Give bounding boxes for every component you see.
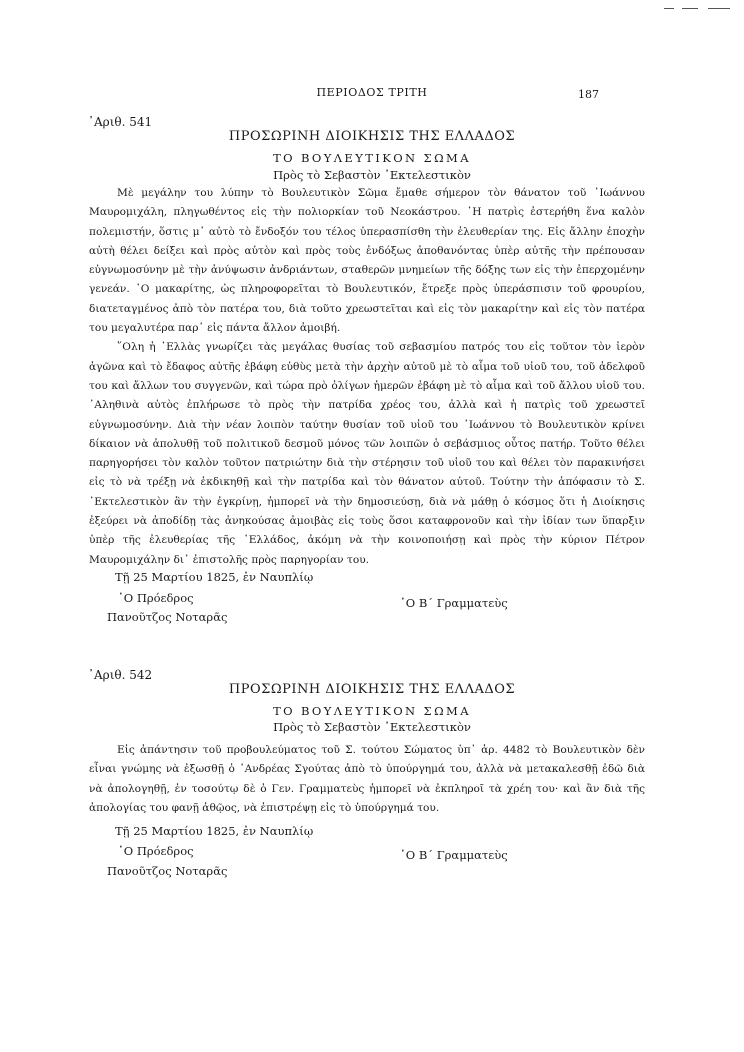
document-subheading: ΤΟ ΒΟΥΛΕΥΤΙΚΟΝ ΣΩΜΑ <box>273 704 471 718</box>
document-subheading: ΤΟ ΒΟΥΛΕΥΤΙΚΟΝ ΣΩΜΑ <box>273 151 471 165</box>
secretary-title: ῾Ο Β΄ Γραμματεὺς <box>400 596 508 610</box>
document-heading: ΠΡΟΣΩΡΙΝΗ ΔΙΟΙΚΗΣΙΣ ΤΗΣ ΕΛΛΑΔΟΣ <box>228 129 516 144</box>
body-paragraph: Εἰς ἀπάντησιν τοῦ προβουλεύματος τοῦ Σ. τούτου Σώματος ὑπ᾿ ἀρ. 4482 τὸ Βουλευτικὸν δὲν εἶναι γνώμης νὰ ἐξωσθῇ ὁ ᾿Ανδρέας Σγούτας ἀπὸ τὸ ὑπούργημά του, ἀλλὰ νὰ μετακαλεσθῇ ἐδῶ διὰ νὰ ἀπολογηθῇ, ἐν τοσούτῳ δὲ ὁ Γεν. Γραμματεὺς ἠμπορεῖ νὰ ἐκπληροῖ τὰ χρέη του· καὶ ἂν διὰ τῆς ἀπολογίας του φανῇ ἀθῷος, νὰ ἐπιστρέψῃ εἰς τὸ ὑπούργημά του. <box>89 744 645 814</box>
president-title: ῾Ο Πρόεδρος <box>118 844 194 858</box>
page-number: 187 <box>578 88 599 101</box>
scan-mark <box>664 8 674 9</box>
document-addressee: Πρὸς τὸ Σεβαστὸν ᾿Εκτελεστικὸν <box>273 720 471 734</box>
document-body <box>89 741 645 818</box>
secretary-title: ῾Ο Β΄ Γραμματεὺς <box>400 848 508 862</box>
scan-mark <box>682 8 698 9</box>
scan-mark <box>708 8 730 9</box>
date-place: Τῇ 25 Μαρτίου 1825, ἐν Ναυπλίῳ <box>115 824 314 838</box>
document-body <box>89 184 645 570</box>
date-place: Τῇ 25 Μαρτίου 1825, ἐν Ναυπλίῳ <box>115 570 314 584</box>
president-title: ῾Ο Πρόεδρος <box>118 591 194 605</box>
body-paragraph: ῞Ολη ἡ ῾Ελλὰς γνωρίζει τὰς μεγάλας θυσίας τοῦ σεβασμίου πατρός του εἰς τοῦτον τὸν ἱερὸν ἀγῶνα καὶ τὸ ἔδαφος αὐτῆς ἐβάφη εὐθὺς μετὰ τὴν ἀρχὴν αὐτοῦ μὲ τὸ αἷμα τοῦ υἱοῦ του, τοῦ ἀδελφοῦ του καὶ ἄλλων του συγγενῶν, καὶ τώρα πρὸ ὀλίγων ἡμερῶν ἐβάφη μὲ τὸ αἷμα καὶ τοῦ ἄλλου υἱοῦ του. ᾿Αληθινὰ αὐτὸς ἐπλήρωσε τὸ πρὸς τὴν πατρίδα χρέος του, ἀλλὰ καὶ ἡ πατρὶς τοῦ χρεωστεῖ εὐγνωμοσύνην. Διὰ τὴν νέαν λοιπὸν ταύτην θυσίαν τοῦ υἱοῦ του ᾿Ιωάννου τὸ Βουλευτικὸν κρίνει δίκαιον νὰ ἀπολυθῇ τοῦ πολιτικοῦ δεσμοῦ μόνος τῶν λοιπῶν ὁ σεβάσμιος οὗτος πατήρ. Τοῦτο θέλει παρηγορήσει τὸν καλὸν τοῦτον πατριώτην διὰ τὴν στέρησιν τοῦ υἱοῦ του καὶ θέλει τὸν παρακινήσει εἰς τὸ νὰ τρέξῃ νὰ ἐκδικηθῇ καὶ τὴν πατρίδα καὶ τὸν θάνατον αὐτοῦ. Τούτην τὴν ἀπόφασιν τὸ Σ. ᾿Εκτελεστικὸν ἂν τὴν ἐγκρίνῃ, ἠμπορεῖ νὰ τὴν δημοσιεύσῃ, διὰ νὰ μάθῃ ὁ κόσμος ὅτι ἡ Διοίκησις ἐξεύρει νὰ ἀποδίδῃ τὰς ἁνηκούσας ἀμοιβὰς εἰς τοὺς ὅσοι καταφρονοῦν καὶ τὴν ἰδίαν των ὕπαρξιν ὑπὲρ τῆς ἐλευθερίας τῆς ῾Ελλάδος, ἀκόμη νὰ τὴν κοινοποιήσῃ καὶ πρὸς τὴν κύριον Πέτρον Μαυρομιχάλην δι᾿ ἐπιστολῆς πρὸς παρηγορίαν του. <box>89 341 645 566</box>
president-name: Πανοῦτζος Νοταρᾶς <box>107 610 228 624</box>
document-number: ᾿Αριθ. 541 <box>88 115 153 129</box>
body-paragraph: Μὲ μεγάλην του λύπην τὸ Βουλευτικὸν Σῶμα ἔμαθε σήμερον τὸν θάνατον τοῦ ᾿Ιωάννου Μαυρομιχάλη, πληγωθέντος εἰς τὴν πολιορκίαν τοῦ Νεοκάστρου. ῾Η πατρὶς ἐστερήθη ἕνα καλὸν πολεμιστήν, ὅστις μ᾿ αὐτὸ τὸ ἔνδοξόν του τέλος ὑπερασπίσθη τὴν ἐλευθερίαν της. Εἰς ἄλλην ἐποχὴν αὐτὴ θέλει δείξει καὶ πρὸς αὐτὸν καὶ πρὸς τοὺς ἐνδόξως ἀποθανόντας ὑπὲρ αὐτῆς τὴν πρέπουσαν εὐγνωμοσύνην μὲ τὴν ἀνύψωσιν ἀνδριάντων, σταθερῶν μνημείων τῆς δόξης των εἰς τὴν ἐπερχομένην γενεάν. ᾿Ο μακαρίτης, ὡς πληροφορεῖται τὸ Βουλευτικόν, ἔτρεξε πρὸς ὑπεράσπισιν τοῦ φρουρίου, διατεταγμένος ἀπὸ τὸν πατέρα του, διὰ τοῦτο χρεωστεῖται καὶ εἰς τὸν μακαρίτην καὶ εἰς τὸν πατέρα του μεγαλυτέρα παρ᾿ εἰς πάντα ἄλλον ἀμοιβή. <box>89 187 645 335</box>
document-heading: ΠΡΟΣΩΡΙΝΗ ΔΙΟΙΚΗΣΙΣ ΤΗΣ ΕΛΛΑΔΟΣ <box>228 682 516 697</box>
running-head: ΠΕΡΙΟΔΟΣ ΤΡΙΤΗ <box>316 86 428 99</box>
president-name: Πανοῦτζος Νοταρᾶς <box>107 864 228 878</box>
document-number: ᾿Αριθ. 542 <box>88 668 153 682</box>
document-addressee: Πρὸς τὸ Σεβαστὸν ᾿Εκτελεστικὸν <box>273 168 471 182</box>
